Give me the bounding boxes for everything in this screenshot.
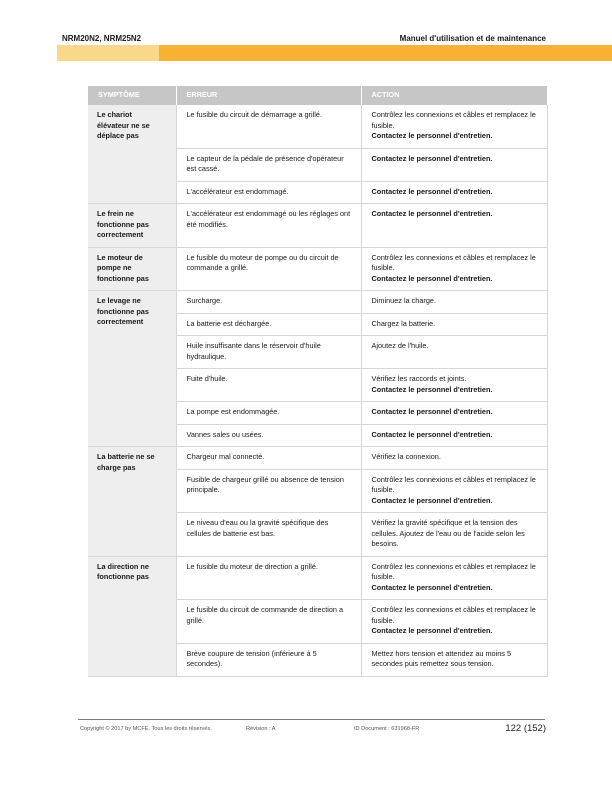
action-cell [361,148,547,181]
table-row [88,105,547,148]
footer-copyright: Copyright © 2017 by MCFE. Tous les droits réservés. [80,726,212,732]
footer-document-id: ID Document : 631968-FR [354,726,420,732]
action-text: Vérifiez les raccords et joints. [371,374,467,383]
column-header-symptom: SYMPTÔME [88,86,176,105]
action-contact-text: Contactez le personnel d'entretien. [371,626,493,635]
action-cell [361,402,547,425]
table-row [88,204,547,248]
troubleshooting-table [88,86,548,677]
error-cell: L'accélérateur est endommagé. [176,181,361,204]
error-cell: Le fusible du circuit de démarrage a grillé. [176,105,361,148]
action-text: Vérifiez la connexion. [371,452,441,461]
error-cell: Le niveau d'eau ou la gravité spécifique des cellules de batterie est bas. [176,513,361,557]
footer-divider [78,719,545,720]
action-cell [361,181,547,204]
doc-title-header: Manuel d'utilisation et de maintenance [399,34,546,43]
error-cell: Brève coupure de tension (inférieure à 5 secondes). [176,643,361,676]
action-text: Mettez hors tension et attendez au moins 5 secondes puis remettez sous tension. [371,648,512,668]
error-cell: Le fusible du circuit de commande de direction a grillé. [176,600,361,644]
error-cell: Vannes sales ou usées. [176,424,361,447]
action-cell [361,600,547,644]
action-cell [361,556,547,600]
action-contact-text: Contactez le personnel d'entretien. [371,131,493,140]
symptom-cell: Le moteur de pompe ne fonctionne pas [88,247,176,291]
error-cell: La pompe est endommagée. [176,402,361,425]
action-cell [361,313,547,336]
action-contact-text: Contactez le personnel d'entretien. [371,153,493,163]
action-text: Contrôlez les connexions et câbles et remplacez le fusible. [371,252,536,272]
action-cell [361,513,547,557]
action-cell [361,204,547,248]
action-cell [361,291,547,314]
error-cell: Le capteur de la pédale de présence d'opérateur est cassé. [176,148,361,181]
action-contact-text: Contactez le personnel d'entretien. [371,384,493,394]
table-header-row [88,86,547,105]
header-band-light [57,45,159,61]
error-cell: La batterie est déchargée. [176,313,361,336]
symptom-cell: Le frein ne fonctionne pas correctement [88,204,176,248]
symptom-cell: Le chariot élévateur ne se déplace pas [88,105,176,204]
action-text: Contrôlez les connexions et câbles et remplacez le fusible. [371,110,536,130]
table-row [88,447,547,470]
error-cell: Fuite d'huile. [176,369,361,402]
column-header-action: ACTION [361,86,547,105]
table-body [88,105,547,676]
error-cell: Surcharge. [176,291,361,314]
page-number: 122 (152) [505,723,546,734]
action-text: Vérifiez la gravité spécifique et la tension des cellules. Ajoutez de l'eau ou de l'acide selon les besoins. [371,518,525,548]
action-text: Ajoutez de l'huile. [371,341,429,350]
table-row [88,556,547,600]
action-cell [361,424,547,447]
doc-model-header: NRM20N2, NRM25N2 [62,34,142,43]
error-cell: Fusible de chargeur grillé ou absence de tension principale. [176,469,361,513]
header-band-accent [159,45,612,61]
action-contact-text: Contactez le personnel d'entretien. [371,495,493,505]
action-cell [361,643,547,676]
footer-revision: Révision : A [246,726,276,732]
action-contact-text: Contactez le personnel d'entretien. [371,429,493,439]
action-text: Contrôlez les connexions et câbles et remplacez le fusible. [371,474,536,494]
action-text: Contrôlez les connexions et câbles et remplacez le fusible. [371,561,536,581]
error-cell: Le fusible du moteur de direction a grillé. [176,556,361,600]
error-cell: L'accélérateur est endommagé ou les réglages ont été modifiés. [176,204,361,248]
action-cell [361,105,547,148]
action-contact-text: Contactez le personnel d'entretien. [371,273,493,283]
action-cell [361,247,547,291]
action-cell [361,469,547,513]
symptom-cell: La direction ne fonctionne pas [88,556,176,676]
table-row [88,247,547,291]
action-cell [361,369,547,402]
action-contact-text: Contactez le personnel d'entretien. [371,582,493,592]
table-row [88,291,547,314]
action-contact-text: Contactez le personnel d'entretien. [371,209,493,218]
action-cell [361,336,547,369]
symptom-cell: Le levage ne fonctionne pas correctement [88,291,176,447]
action-contact-text: Contactez le personnel d'entretien. [371,407,493,416]
action-text: Diminuez la charge. [371,296,436,305]
action-text: Chargez la batterie. [371,318,436,328]
action-contact-text: Contactez le personnel d'entretien. [371,186,493,196]
error-cell: Le fusible du moteur de pompe ou du circuit de commande a grillé. [176,247,361,291]
error-cell: Huile insuffisante dans le réservoir d'huile hydraulique. [176,336,361,369]
action-cell [361,447,547,470]
symptom-cell: La batterie ne se charge pas [88,447,176,557]
error-cell: Chargeur mal connecté. [176,447,361,470]
action-text: Contrôlez les connexions et câbles et remplacez le fusible. [371,605,536,625]
column-header-error: ERREUR [176,86,361,105]
